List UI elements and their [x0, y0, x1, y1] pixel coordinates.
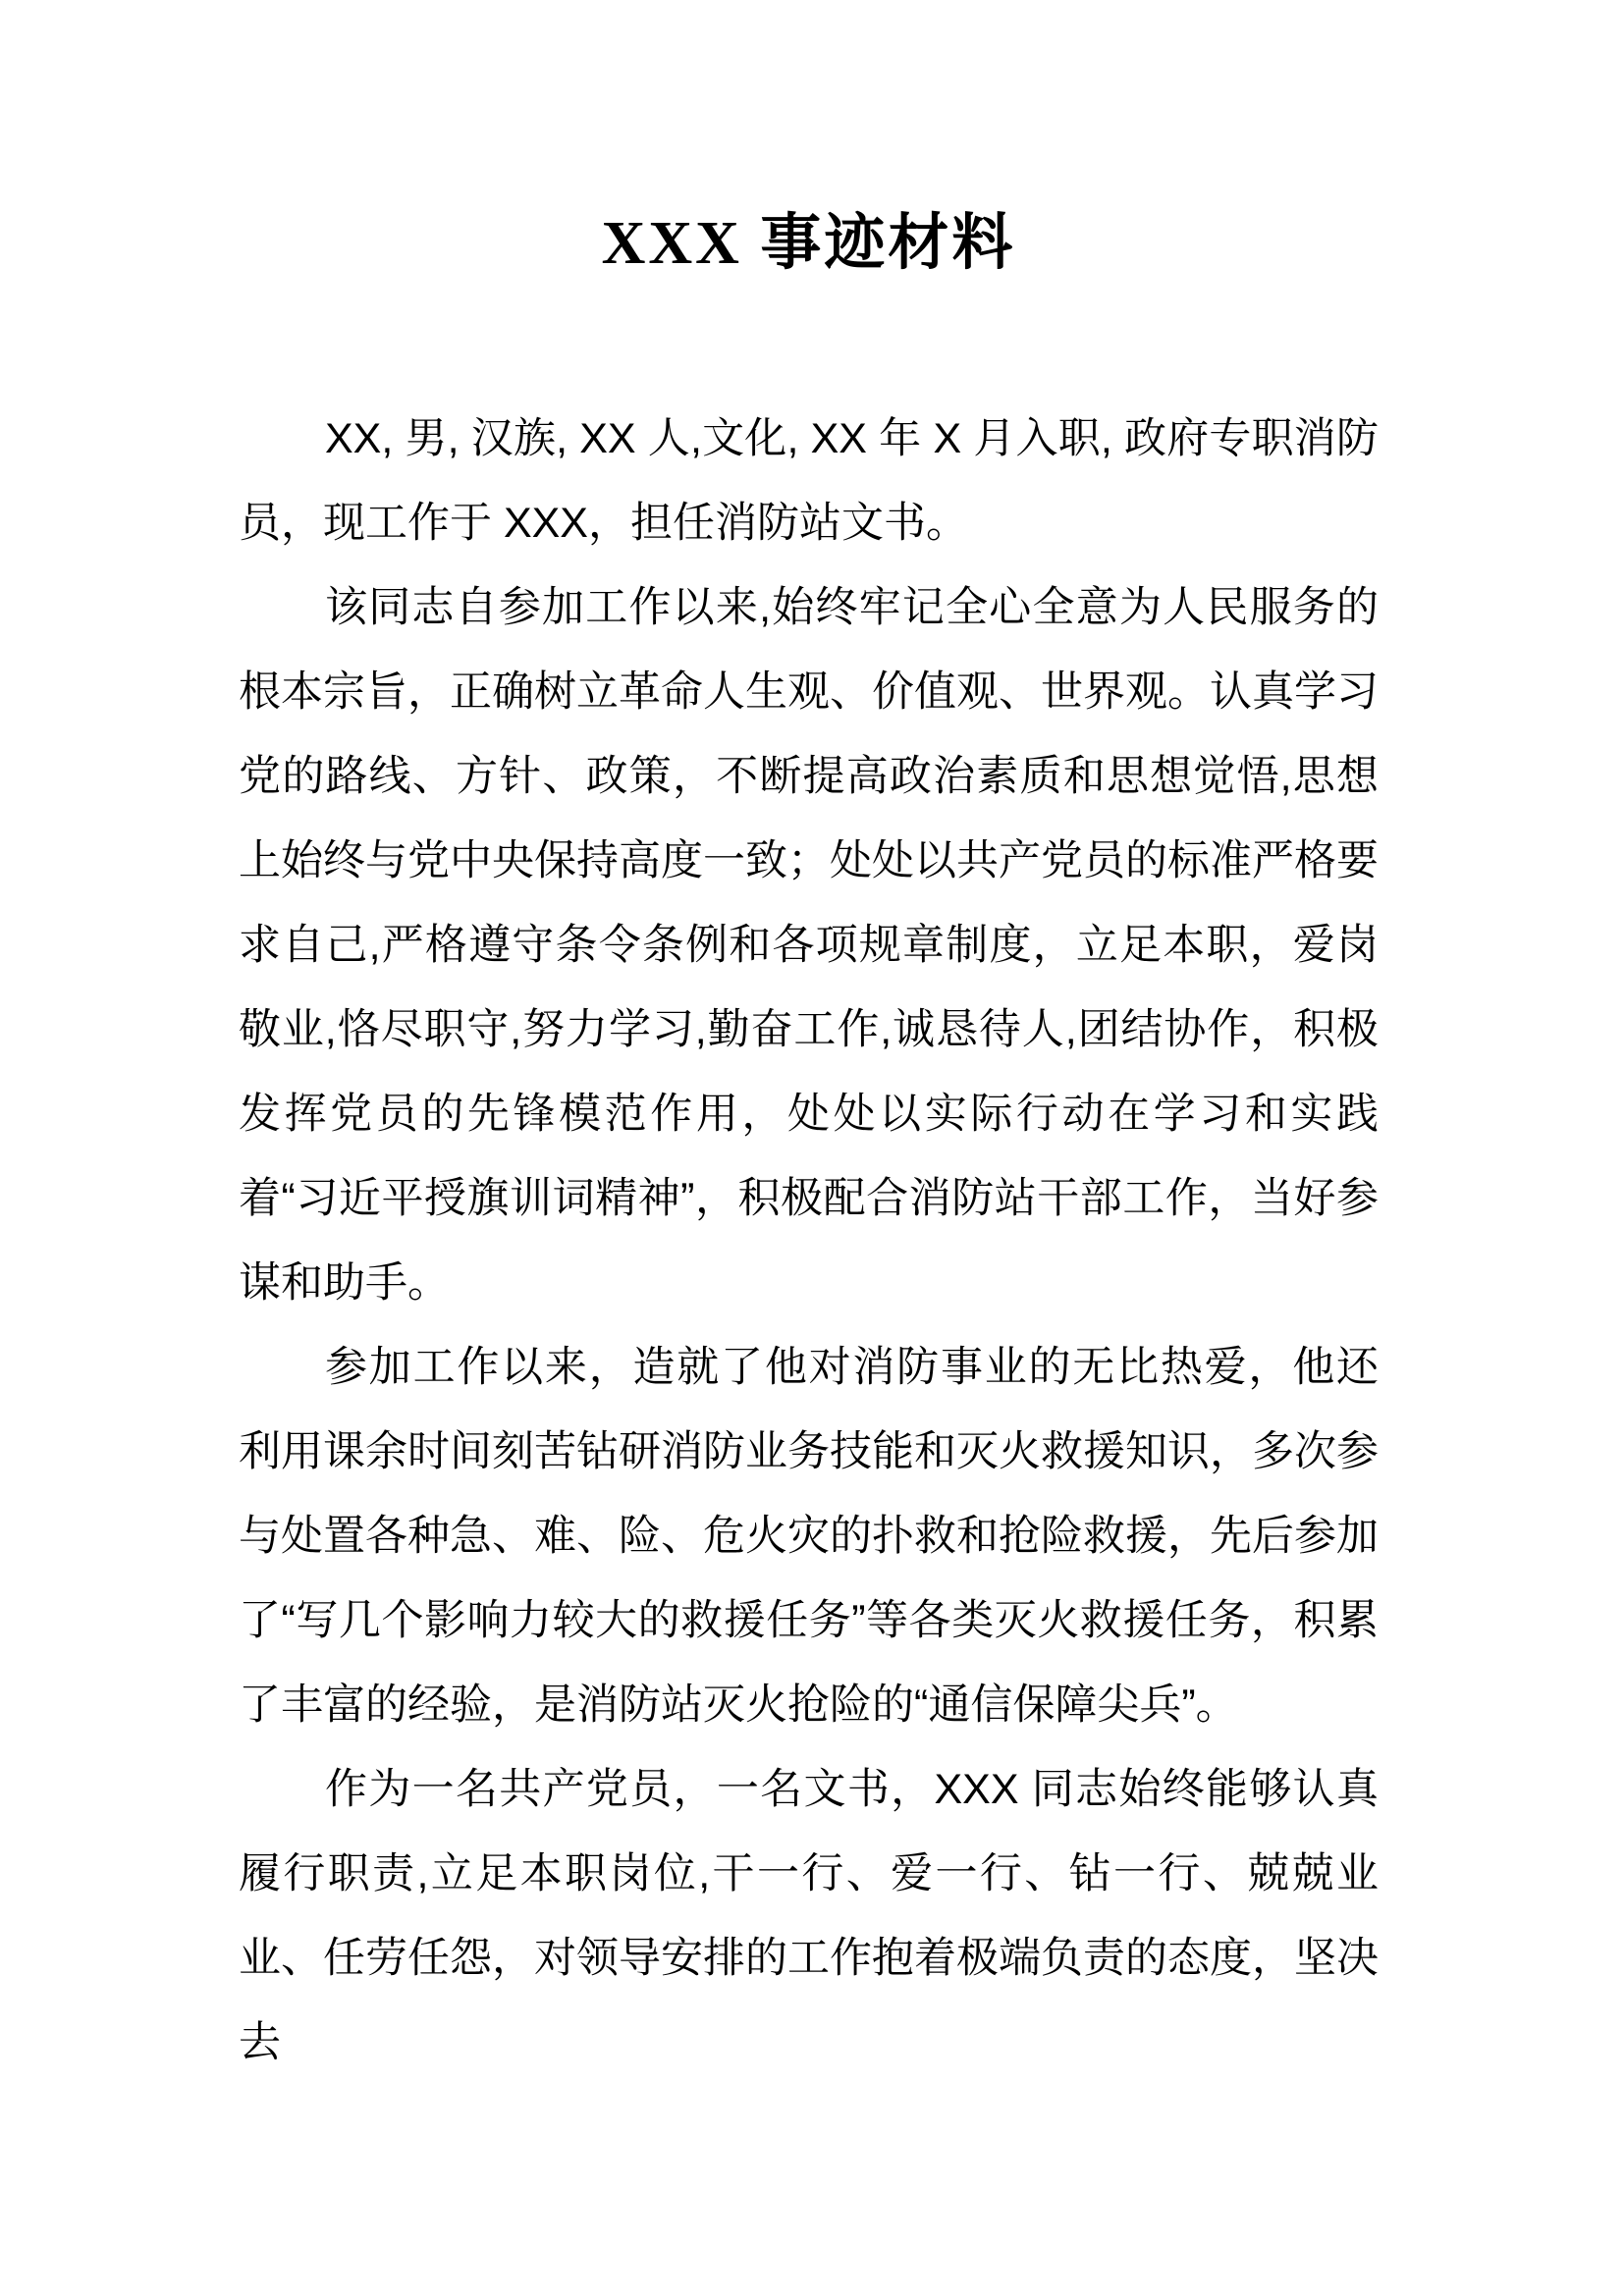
paragraph-rescue-experience: 参加工作以来，造就了他对消防事业的无比热爱，他还利用课余时间刻苦钻研消防业务技能和灭火救援知识，多次参与处置各种急、难、险、危火灾的扑救和抢险救援，先后参加了“写几个影响力较大的救援任务”等各类灭火救援任务，积累了丰富的经验，是消防站灭火抢险的“通信保障尖兵”。	[239, 1344, 1379, 1729]
paragraph-intro: XX, 男, 汉族, XX 人,文化, XX 年 X 月入职, 政府专职消防员，现工作于 XXX，担任消防站文书。	[239, 415, 1379, 547]
document-body	[239, 397, 1379, 2085]
paragraph-party-member-duty: 作为一名共产党员，一名文书，XXX 同志始终能够认真履行职责,立足本职岗位,干一行、爱一行、钻一行、兢兢业业、任劳任怨，对领导安排的工作抱着极端负责的态度，坚决去	[239, 1766, 1379, 2066]
document-title: XXX 事迹材料	[601, 210, 1016, 277]
paragraph-political-quality: 该同志自参加工作以来,始终牢记全心全意为人民服务的根本宗旨，正确树立革命人生观、价值观、世界观。认真学习党的路线、方针、政策，不断提高政治素质和思想觉悟,思想上始终与党中央保持高度一致；处处以共产党员的标准严格要求自己,严格遵守条令条例和各项规章制度，立足本职，爱岗敬业,恪尽职守,努力学习,勤奋工作,诚恳待人,团结协作，积极发挥党员的先锋模范作用，处处以实际行动在学习和实践着“习近平授旗训词精神”，积极配合消防站干部工作，当好参谋和助手。	[239, 584, 1379, 1307]
